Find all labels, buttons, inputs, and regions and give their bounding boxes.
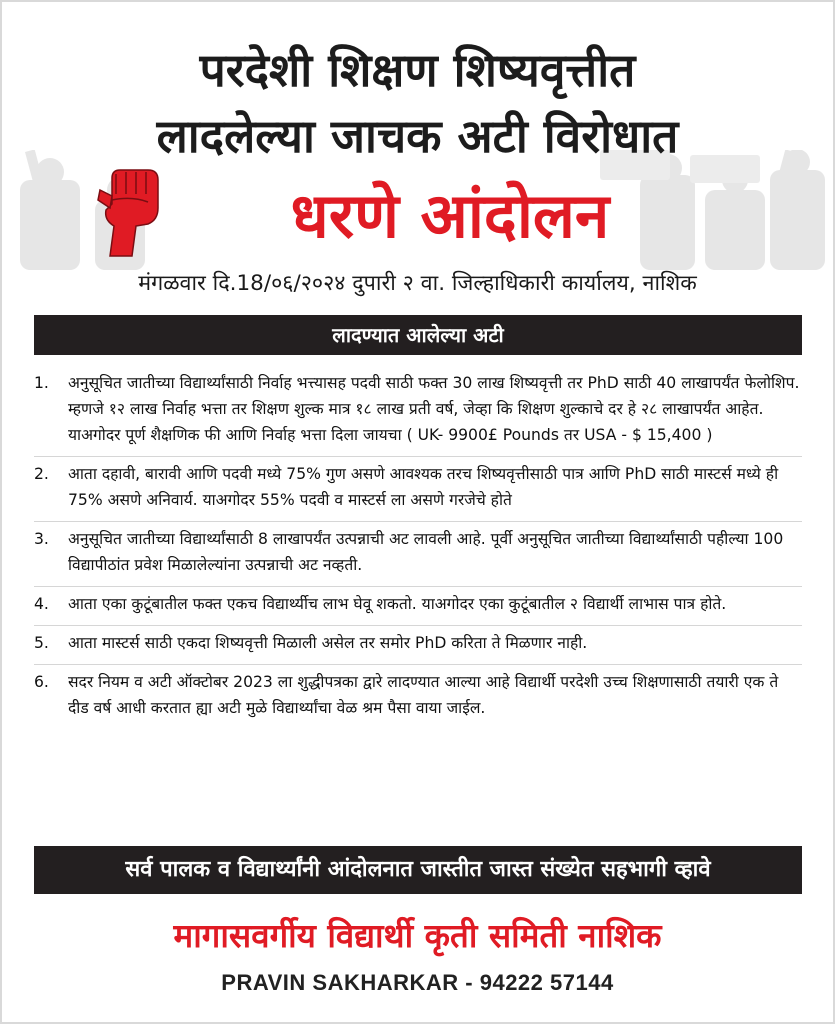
item-text: आता दहावी, बारावी आणि पदवी मध्ये 75% गुण असणे आवश्यक तरच शिष्यवृत्तीसाठी पात्र आणि PhD साठी मास्टर्स मध्ये ही 75% असणे अनिवार्य. याअगोदर 55% पदवी व मास्टर्स ला असणे गरजेचे होते: [68, 465, 779, 509]
section-heading: लादण्यात आलेल्या अटी: [332, 323, 504, 347]
organization-name: मागासवर्गीय विद्यार्थी कृती समिती नाशिक: [173, 916, 662, 955]
list-item: [34, 591, 802, 626]
list-item: [34, 370, 802, 457]
contact-line: PRAVIN SAKHARKAR - 94222 57144: [221, 970, 614, 995]
list-item: [34, 669, 802, 729]
item-number: 3.: [34, 530, 49, 548]
section-heading-bar: [34, 315, 802, 355]
date-venue-line: मंगळवार दि.18/०६/२०२४ दुपारी २ वा. जिल्हाधिकारी कार्यालय, नाशिक: [138, 271, 697, 296]
appeal-bar: [34, 846, 802, 894]
conditions-list: [34, 370, 802, 733]
item-number: 6.: [34, 673, 49, 691]
item-number: 1.: [34, 374, 49, 392]
item-number: 4.: [34, 595, 49, 613]
list-item: [34, 526, 802, 587]
item-text: आता एका कुटूंबातील फक्त एकच विद्यार्थ्यीच लाभ घेवू शकतो. याअगोदर एका कुटूंबातील २ विद्यार्थी लाभास पात्र होते.: [68, 595, 727, 613]
title-line-2: लादलेल्या जाचक अटी विरोधात: [156, 109, 679, 163]
appeal-text: सर्व पालक व विद्यार्थ्यांनी आंदोलनात जास्तीत जास्त संख्येत सहभागी व्हावे: [125, 857, 711, 882]
list-item: [34, 461, 802, 522]
item-number: 2.: [34, 465, 49, 483]
item-text: आता मास्टर्स साठी एकदा शिष्यवृत्ती मिळाली असेल तर समोर PhD करिता ते मिळणार नाही.: [68, 634, 588, 652]
item-text: अनुसूचित जातीच्या विद्यार्थ्यांसाठी 8 लाखापर्यंत उत्पन्नाची अट लावली आहे. पूर्वी अनुसूचित जातीच्या विद्यार्थ्यांसाठी पहील्या 100 विद्यापीठांत प्रवेश मिळालेल्यांना उत्पन्नाची अट नव्हती.: [68, 530, 784, 574]
title-line-1: परदेशी शिक्षण शिष्यवृत्तीत: [199, 43, 636, 97]
item-number: 5.: [34, 634, 49, 652]
item-text: अनुसूचित जातीच्या विद्यार्थ्यांसाठी निर्वाह भत्त्यासह पदवी साठी फक्त 30 लाख शिष्यवृत्ती तर PhD साठी 40 लाखापर्यंत फेलोशिप. म्हणजे १२ लाख निर्वाह भत्ता तर शिक्षण शुल्क मात्र १८ लाख प्रती वर्ष, जेव्हा कि शिक्षण शुल्काचे दर हे २८ लाखापर्यंत आहेत. याअगोदर पूर्ण शैक्षणिक फी आणि निर्वाह भत्ता दिला जायचा ( UK- 9900£ Pounds तर USA - $ 15,400 ): [68, 374, 800, 444]
item-text: सदर नियम व अटी ऑक्टोबर 2023 ला शुद्धीपत्रका द्वारे लादण्यात आल्या आहे विद्यार्थी परदेशी उच्च शिक्षणासाठी तयारी एक ते दीड वर्ष आधी करतात ह्या अटी मुळे विद्यार्थ्यांचा वेळ श्रम पैसा वाया जाईल.: [68, 673, 779, 717]
main-title: धरणे आंदोलन: [290, 179, 610, 252]
list-item: [34, 630, 802, 665]
